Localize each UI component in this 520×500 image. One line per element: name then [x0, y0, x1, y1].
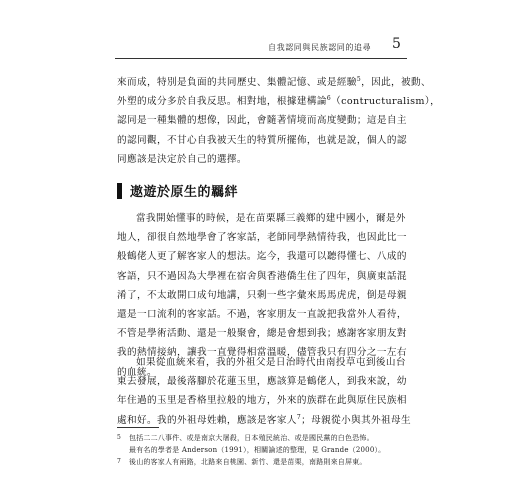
text-line: 當我開始懂事的時候，是在苗栗縣三義鄉的建中國小，爾是外	[136, 213, 406, 224]
footnote-text: 後山的客家人有兩路，北路來自桃園、新竹、還是苗栗，南路則來自屏東。	[129, 458, 367, 466]
text-line: 淆了，不太敢開口成句地講，只剩一些字彙來馬馬虎虎，倒是母親	[117, 289, 407, 301]
paragraph-3	[117, 353, 412, 430]
header-rule	[115, 58, 407, 59]
footnote	[117, 432, 407, 444]
text-line: 同應該是決定於自己的選擇。	[117, 153, 247, 165]
text-line: 年住過的玉里是香格里拉般的地方，外來的族群在此與原住民族相	[117, 395, 407, 407]
footnote	[117, 456, 407, 468]
text-line: 認同是一種集體的想像，因此，會隨著情境而高度變動；這是自主	[117, 115, 407, 127]
text-line: 的認同觀，不甘心自我被天生的特質所擺佈，也就是說，個人的認	[117, 134, 407, 146]
footnotes	[117, 432, 407, 468]
text-line: 東去發展，最後落腳於花蓮玉里，應該算是鶴佬人，到我來說，幼	[117, 376, 407, 388]
running-header: 自我認同與民族認同的追尋	[268, 43, 372, 52]
section-heading	[117, 181, 238, 200]
footnote-ref[interactable]: 7	[296, 413, 302, 421]
page-number: 5	[392, 36, 401, 52]
text-line: 還是一口流利的客家話。不過，客家朋友一直說把我當外人看待，	[117, 308, 407, 320]
text-line: 我的熱情接納，讓我一直覺得相當溫暖，儘管我只有四分之一左右	[117, 347, 407, 359]
footnote-ref[interactable]: 5	[356, 75, 362, 83]
footnote-ref[interactable]: 6	[326, 95, 332, 102]
text-line: 般鶴佬人更了解客家人的想法。迄今，我還可以聽得懂七、八成的	[117, 251, 407, 263]
text-line: 來而成，特別是負面的共同歷史、集體記憶、或是經驗$^5$，因此，被動、	[117, 75, 432, 88]
text-line: 外塑的成分多於自我反思。相對地，根據建構論$^6$（contructuralism），	[117, 95, 441, 108]
section-marker-icon	[117, 183, 122, 199]
text-line: 如果從血統來看，我的外祖父是日治時代由南投草屯到後山台	[136, 357, 406, 368]
footnote-number: 5	[117, 434, 122, 441]
text-line: 地人，卻很自然地學會了客家話，老師同學熱情待我，也因此比一	[117, 232, 407, 244]
text-line: 的血統。	[117, 366, 157, 378]
footnote-text: 最有名的學者是 Anderson（1991），相關論述的整理，見 Grande（2000）。	[129, 446, 386, 454]
footnote-text: 包括二二八事件、或是南京大屠殺，日本殖民統治、或是國民黨的白色恐怖。	[129, 434, 374, 442]
text-line: 不管是學術活動、還是一般聚會，總是會想到我；感謝客家朋友對	[117, 328, 407, 340]
text-line: 客語，只不過因為大學裡在宿舍與香港僑生住了四年，與廣東話混	[117, 270, 407, 282]
text-line: 處和好。我的外祖母姓賴，應該是客家人$^7$；母親從小與其外祖母生	[117, 413, 412, 426]
footnote-number: 7	[117, 458, 122, 465]
footnote-rule	[117, 427, 159, 428]
section-title: 遨遊於原生的羈絆	[130, 185, 239, 200]
paragraph-1	[117, 73, 441, 169]
